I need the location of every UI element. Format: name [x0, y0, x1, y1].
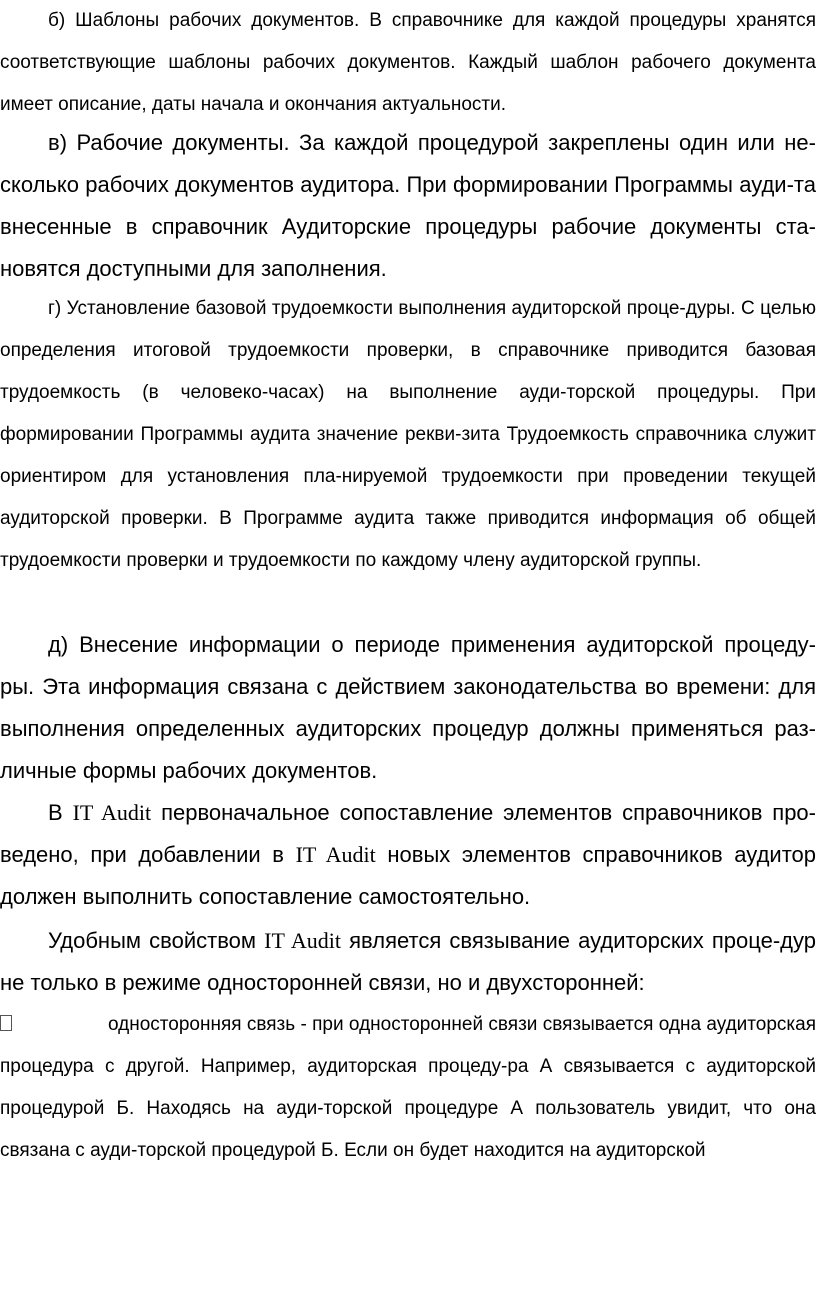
brand-it-audit: IT Audit	[72, 800, 152, 825]
paragraph-it-audit-part2: первоначальное сопоставление элементов справочников про-ведено, при добавлении в	[0, 800, 816, 867]
brand-it-audit: IT Audit	[295, 842, 376, 867]
paragraph-period	[0, 624, 816, 792]
paragraph-convenient-property	[0, 920, 816, 1004]
paragraph-base-labor	[0, 288, 816, 582]
paragraph-period-text: д) Внесение информации о периоде применения аудиторской процеду-ры. Эта информация связана с действием законодательства во времени: для выполнения определенных аудиторских процедур должны применяться раз-личные формы рабочих документов.	[0, 632, 816, 783]
bullet-box-icon	[0, 1015, 12, 1031]
paragraph-base-labor-text: г) Установление базовой трудоемкости выполнения аудиторской проце-дуры. С целью определения итоговой трудоемкости проверки, в справочнике приводится базовая трудоемкость (в человеко-часах) на выполнение ауди-торской процедуры. При формировании Программы аудита значение рекви-зита Трудоемкость справочника служит ориентиром для установления пла-нируемой трудоемкости при проведении текущей аудиторской проверки. В Программе аудита также приводится информация об общей трудоемкости проверки и трудоемкости по каждому члену аудиторской группы.	[0, 298, 816, 571]
paragraph-it-audit-part3: новых элементов справочников аудитор должен выполнить сопоставление самостоятельно.	[0, 842, 816, 909]
paragraph-it-audit-matching	[0, 792, 816, 918]
paragraph-convenient-part1: Удобным свойством	[48, 928, 265, 953]
paragraph-work-documents-text: в) Рабочие документы. За каждой процедурой закреплены один или не-сколько рабочих документов аудитора. При формировании Программы ауди-та внесенные в справочник Аудиторские процедуры рабочие документы ста-новятся доступными для заполнения.	[0, 130, 816, 281]
paragraph-templates-text: б) Шаблоны рабочих документов. В справочнике для каждой процедуры хранятся соответствующие шаблоны рабочих документов. Каждый шаблон рабочего документа имеет описание, даты начала и окончания актуальности.	[0, 10, 816, 115]
brand-it-audit: IT Audit	[264, 928, 341, 953]
paragraph-it-audit-part1: В	[48, 800, 73, 825]
paragraph-convenient-part2: является связывание аудиторских проце-дур не только в режиме односторонней связи, но и двухсторонней:	[0, 928, 816, 995]
list-item-one-way-link	[0, 1004, 816, 1172]
paragraph-work-documents	[0, 122, 816, 290]
paragraph-templates	[0, 0, 816, 126]
list-item-text: односторонняя связь - при односторонней связи связывается одна аудиторская процедура с другой. Например, аудиторская процеду-ра А связывается с аудиторской процедурой Б. Находясь на ауди-торской процедуре А пользователь увидит, что она связана с ауди-торской процедурой Б. Если он будет находится на аудиторской	[0, 1014, 816, 1161]
